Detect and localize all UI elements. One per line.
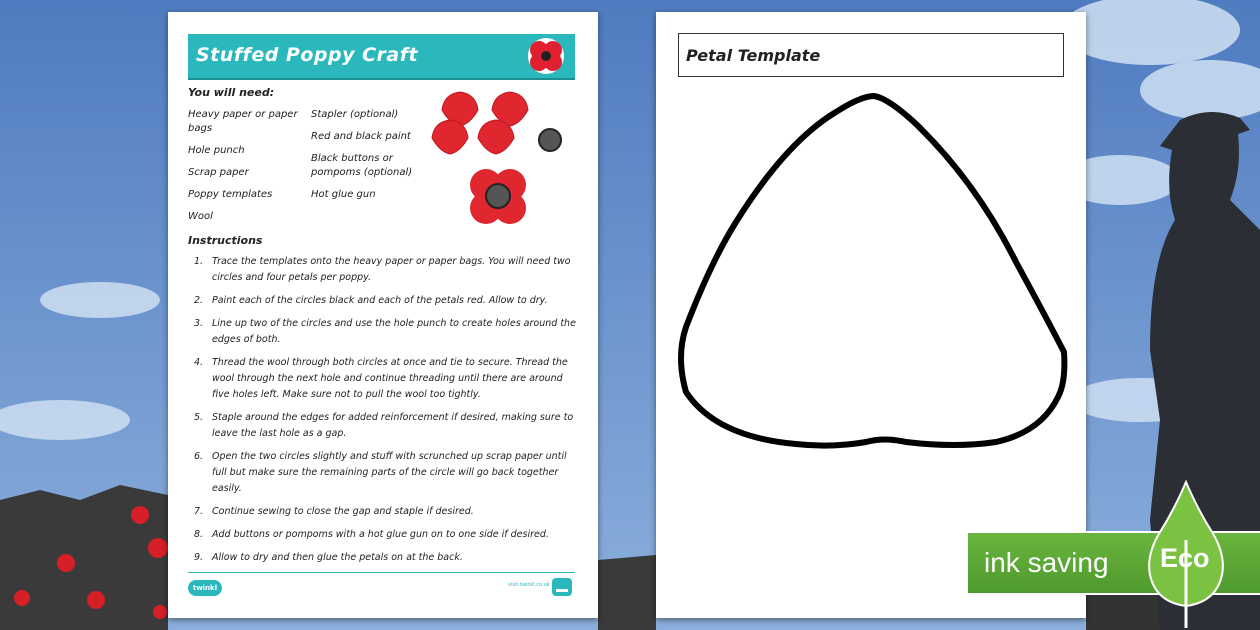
petal-template-page [656, 12, 1086, 618]
black-circle-icon [539, 129, 561, 151]
material-item: Stapler (optional) [311, 109, 399, 120]
petal-outline-shape [656, 12, 1086, 618]
assembled-poppy-icon [486, 184, 510, 208]
quality-badge-icon [551, 577, 573, 597]
instruction-step: 5. Staple around the edges for added reinforcement if desired, making sure to leave the last hole as a gap. [194, 412, 574, 439]
instruction-step: 8. Add buttons or pompoms with a hot glue gun on to one side if desired. [194, 529, 549, 540]
instruction-step: 1. Trace the templates onto the heavy paper or paper bags. You will need two circles and four petals per poppy. [194, 256, 571, 283]
you-will-need-heading: You will need: [188, 86, 275, 99]
material-item: Poppy templates [188, 189, 273, 200]
instructions-worksheet [168, 12, 598, 618]
ink-saving-label: ink saving [984, 547, 1109, 578]
instruction-step: 2. Paint each of the circles black and each of the petals red. Allow to dry. [194, 295, 548, 306]
instruction-step: 6. Open the two circles slightly and stuff with scrunched up scrap paper until full but make sure the remaining parts of the circle will go back together easily. [194, 451, 567, 494]
material-item: Red and black paint [311, 131, 411, 142]
eco-label: Eco [1160, 543, 1210, 573]
instruction-step: 9. Allow to dry and then glue the petals on at the back. [194, 552, 463, 563]
material-item: Hot glue gun [311, 189, 376, 200]
petal-icon [478, 120, 514, 154]
footer-divider [188, 572, 575, 573]
material-item: Black buttons or pompoms (optional) [311, 153, 413, 178]
material-item: Wool [188, 211, 213, 222]
footer-url: visit twinkl.co.uk [508, 582, 550, 588]
material-item: Hole punch [188, 145, 245, 156]
instructions-list [188, 254, 578, 573]
material-item: Heavy paper or paper bags [188, 109, 298, 134]
materials-list-2 [311, 108, 431, 210]
poppy-icon [525, 36, 567, 76]
instruction-step: 7. Continue sewing to close the gap and staple if desired. [194, 506, 474, 517]
petal-template-title: Petal Template [686, 46, 821, 65]
twinkl-logo: twinkl [188, 580, 222, 596]
worksheet-title-bar [188, 34, 575, 80]
instruction-step: 3. Line up two of the circles and use the hole punch to create holes around the edges of both. [194, 318, 576, 345]
materials-list-1 [188, 108, 298, 232]
instruction-step: 4. Thread the wool through both circles at once and tie to secure. Thread the wool through the next hole and continue threading until there are around five holes left. Make sure not to pull the wool too tightly. [194, 357, 568, 400]
instructions-heading: Instructions [188, 234, 263, 247]
petal-icon [432, 120, 468, 154]
worksheet-title: Stuffed Poppy Craft [196, 44, 419, 66]
material-item: Scrap paper [188, 167, 249, 178]
poppy-parts-illustration [430, 90, 580, 228]
